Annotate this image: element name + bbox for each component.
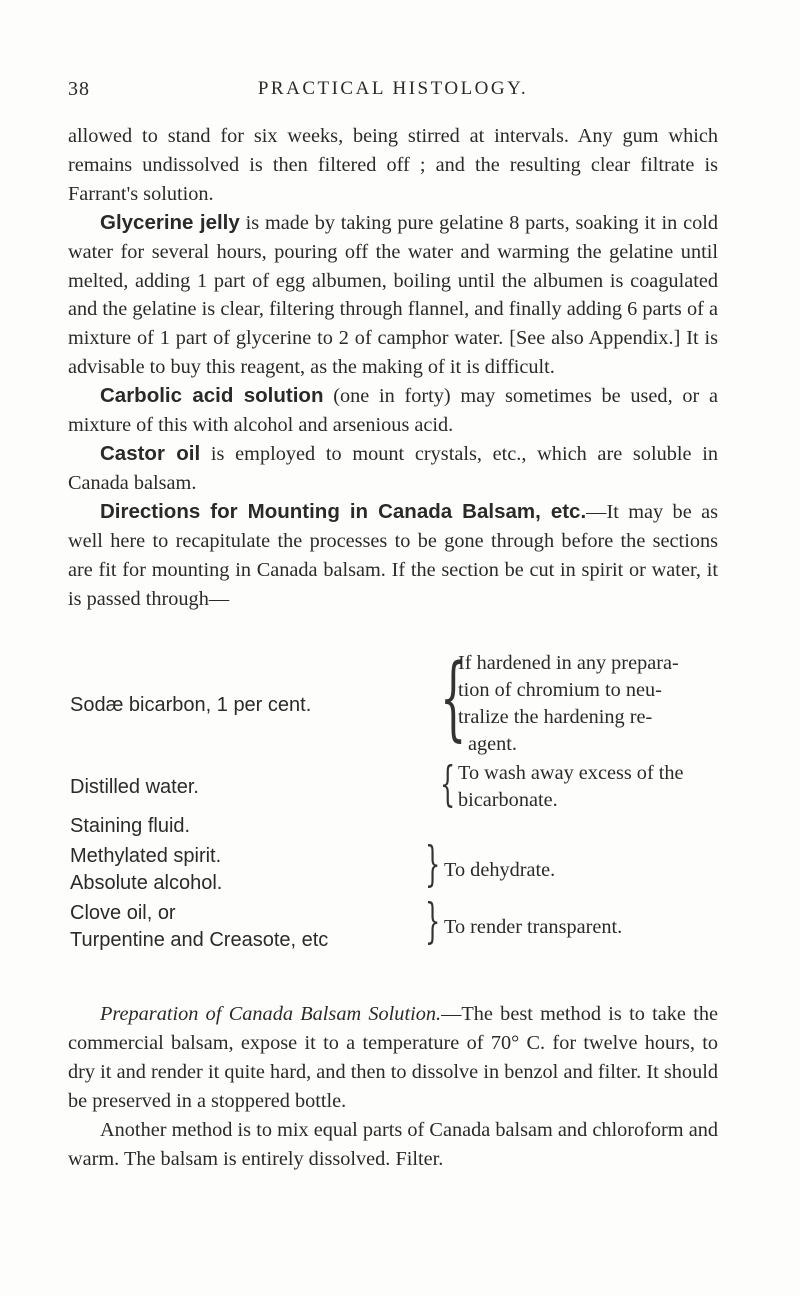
note-line: tralize the hardening re- (458, 706, 653, 728)
note-line: If hardened in any prepara- (458, 652, 679, 674)
paragraph-another-method (68, 1116, 718, 1174)
paragraph-text: allowed to stand for six weeks, being stirred at intervals. Any gum which remains undissolved is then filtered off ; and the resulting clear filtrate is Farrant's solution. (68, 125, 718, 205)
paragraph-text: (one in forty) may sometimes be used, or a mixture of this with alcohol and arsenious acid. (68, 385, 719, 437)
note-line: tion of chromium to neu- (458, 679, 662, 701)
step-label: Absolute alcohol. (70, 872, 223, 894)
paragraph-glycerine-jelly (68, 209, 718, 382)
step-label: Turpentine and Creasote, etc (70, 929, 329, 951)
step-note (458, 650, 720, 758)
paragraph-farrant (68, 122, 718, 209)
paragraph-text: is employed to mount crystals, etc., which are soluble in Canada balsam. (68, 442, 718, 494)
page-number: 38 (68, 78, 90, 100)
brace-icon: { (440, 644, 467, 751)
group-note-dehydrate: To dehydrate. (444, 859, 556, 881)
paragraph-text: is made by taking pure gelatine 8 parts, soaking it in cold water for several hours, pouring off the water and warming the gelatine until melted, adding 1 part of egg albumen, boiling until the albumen is coagulated and the gelatine is clear, filtering through flannel, and finally adding 6 parts of a mixture of 1 part of glycerine to 2 of camphor water. [See also Appendix.] It is advisable to buy this reagent, as the making of it is difficult. (68, 211, 718, 379)
term-heading: Carbolic acid solution (100, 384, 324, 408)
note-line: agent. (468, 733, 517, 755)
body-text (68, 122, 718, 613)
term-heading: Glycerine jelly (100, 210, 240, 234)
running-title: PRACTICAL HISTOLOGY. (257, 78, 529, 99)
group-note-transparent: To render transparent. (444, 916, 623, 938)
page-header (68, 78, 718, 108)
note-line: bicarbonate. (458, 789, 558, 811)
paragraph-castor-oil (68, 440, 718, 498)
body-text-continued (68, 1000, 718, 1173)
step-label: Distilled water. (70, 776, 199, 798)
term-heading: Castor oil (100, 441, 201, 465)
brace-icon: { (440, 756, 456, 812)
section-heading: Directions for Mounting in Canada Balsam, etc. (100, 499, 587, 523)
note-line: To wash away excess of the (458, 762, 684, 784)
section-heading-italic: Preparation of Canada Balsam Solution. (100, 1003, 442, 1025)
paragraph-text: Another method is to mix equal parts of Canada balsam and chloroform and warm. The balsam is entirely dissolved. Filter. (68, 1118, 718, 1170)
step-label: Clove oil, or (70, 902, 176, 924)
step-label: Sodæ bicarbon, 1 per cent. (70, 694, 312, 716)
step-note (458, 760, 720, 814)
step-label: Staining fluid. (70, 815, 191, 837)
paragraph-carbolic-acid (68, 382, 718, 440)
paragraph-text: —The best method is to take the commercial balsam, expose it to a temperature of 70° C. for twelve hours, to dry it and render it quite hard, and then to dissolve in benzol and filter. It should be preserved in a stoppered bottle. (68, 1003, 718, 1112)
brace-icon: } (425, 893, 441, 949)
brace-icon: } (425, 836, 441, 892)
paragraph-balsam-preparation (68, 1000, 718, 1116)
step-label: Methylated spirit. (70, 845, 222, 867)
paragraph-text: —It may be as well here to recapitulate the processes to be gone through before the sections are fit for mounting in Canada balsam. If the section be cut in spirit or water, it is passed through— (68, 500, 718, 610)
paragraph-directions (68, 498, 718, 614)
mounting-steps (68, 644, 718, 951)
